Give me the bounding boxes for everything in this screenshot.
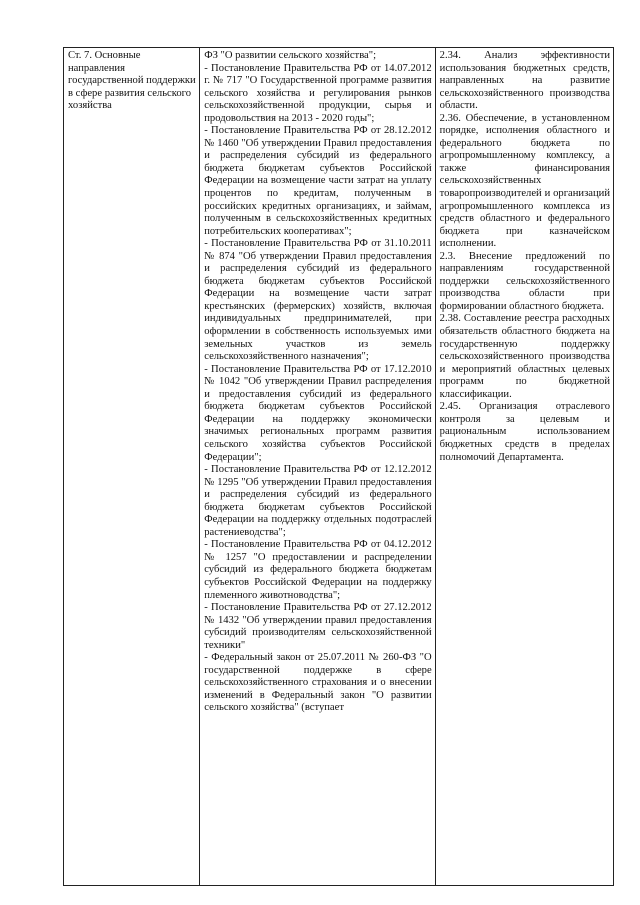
law-item: - Постановление Правительства РФ от 31.10.2011 № 874 "Об утверждении Правил предоставления и распределения субсидий из федерального бюджета бюджетам субъектов Российской Федерации на возмещение части затрат крестьянских (фермерских) хозяйств, включая индивидуальных предпринимателей, при оформлении в собственность используемых ими земельных участков из земель сельскохозяйственного назначения";: [204, 238, 432, 363]
law-item: - Постановление Правительства РФ от 12.12.2012 № 1295 "Об утверждении Правил предоставления и распределения субсидий из федерального бюджета бюджетам субъектов Российской Федерации на поддержку отдельных подотраслей растениеводства";: [204, 464, 432, 538]
law-item: - Постановление Правительства РФ от 04.12.2012 № 1257 "О предоставлении и распределении субсидий из федерального бюджета бюджетам субъектов Российской Федерации на поддержку племенного животноводства";: [204, 539, 432, 601]
function-item: 2.38. Составление реестра расходных обязательств областного бюджета на государственную поддержку сельскохозяйственного производства и мероприятий областных целевых программ по бюджетной классификации.: [439, 313, 610, 400]
function-item: 2.36. Обеспечение, в установленном порядке, исполнения областного и федерального бюджета по агропромышленному комплексу, а также финансирования сельскохозяйственных товаропроизводителей и организаций агропромышленного комплекса из средств областного и федерального бюджета при казначейском исполнении.: [439, 112, 610, 250]
function-item: 2.3. Внесение предложений по направлениям государственной поддержки сельскохозяйственного производства области при формировании областного бюджета.: [439, 250, 610, 312]
law-item: - Постановление Правительства РФ от 17.12.2010 № 1042 "Об утверждении Правил распределения и предоставления субсидий из федерального бюджета бюджетам субъектов Российской Федерации на поддержку экономически значимых региональных программ развития сельского хозяйства субъектов Российской Федерации";: [204, 363, 432, 463]
legal-table: [63, 47, 614, 886]
article-cell: [64, 48, 200, 886]
law-item: ФЗ "О развитии сельского хозяйства";: [204, 50, 377, 61]
article-text: Ст. 7. Основные направления государственной поддержки в сфере развития сельского хозяйства: [68, 50, 196, 112]
law-item: - Постановление Правительства РФ от 28.12.2012 № 1460 "Об утверждении Правил предоставления и распределения субсидий из федерального бюджета бюджетам субъектов Российской Федерации на возмещение части затрат на уплату процентов по кредитам, полученным в российских кредитных организациях, и займам, полученным в сельскохозяйственных кредитных потребительских кооперативах";: [204, 125, 432, 237]
law-item: - Постановление Правительства РФ от 14.07.2012 г. № 717 "О Государственной программе развития сельского хозяйства и регулирования рынков сельскохозяйственной продукции, сырья и продовольствия на 2013 - 2020 годы";: [204, 62, 432, 124]
function-item: 2.34. Анализ эффективности использования бюджетных средств, направленных на развитие сельскохозяйственного производства области.: [439, 50, 610, 112]
function-item: 2.45. Организация отраслевого контроля за целевым и рациональным использованием бюджетных средств в пределах полномочий Департамента.: [439, 401, 610, 463]
laws-cell: [200, 48, 435, 886]
functions-cell: [435, 48, 613, 886]
table-row: [64, 48, 614, 886]
law-item: - Постановление Правительства РФ от 27.12.2012 № 1432 "Об утверждении правил предоставления субсидий производителям сельскохозяйственной техники": [204, 602, 432, 651]
law-item: - Федеральный закон от 25.07.2011 № 260-ФЗ "О государственной поддержке в сфере сельскохозяйственного страхования и о внесении изменений в Федеральный закон "О развитии сельского хозяйства" (вступает: [204, 652, 432, 714]
